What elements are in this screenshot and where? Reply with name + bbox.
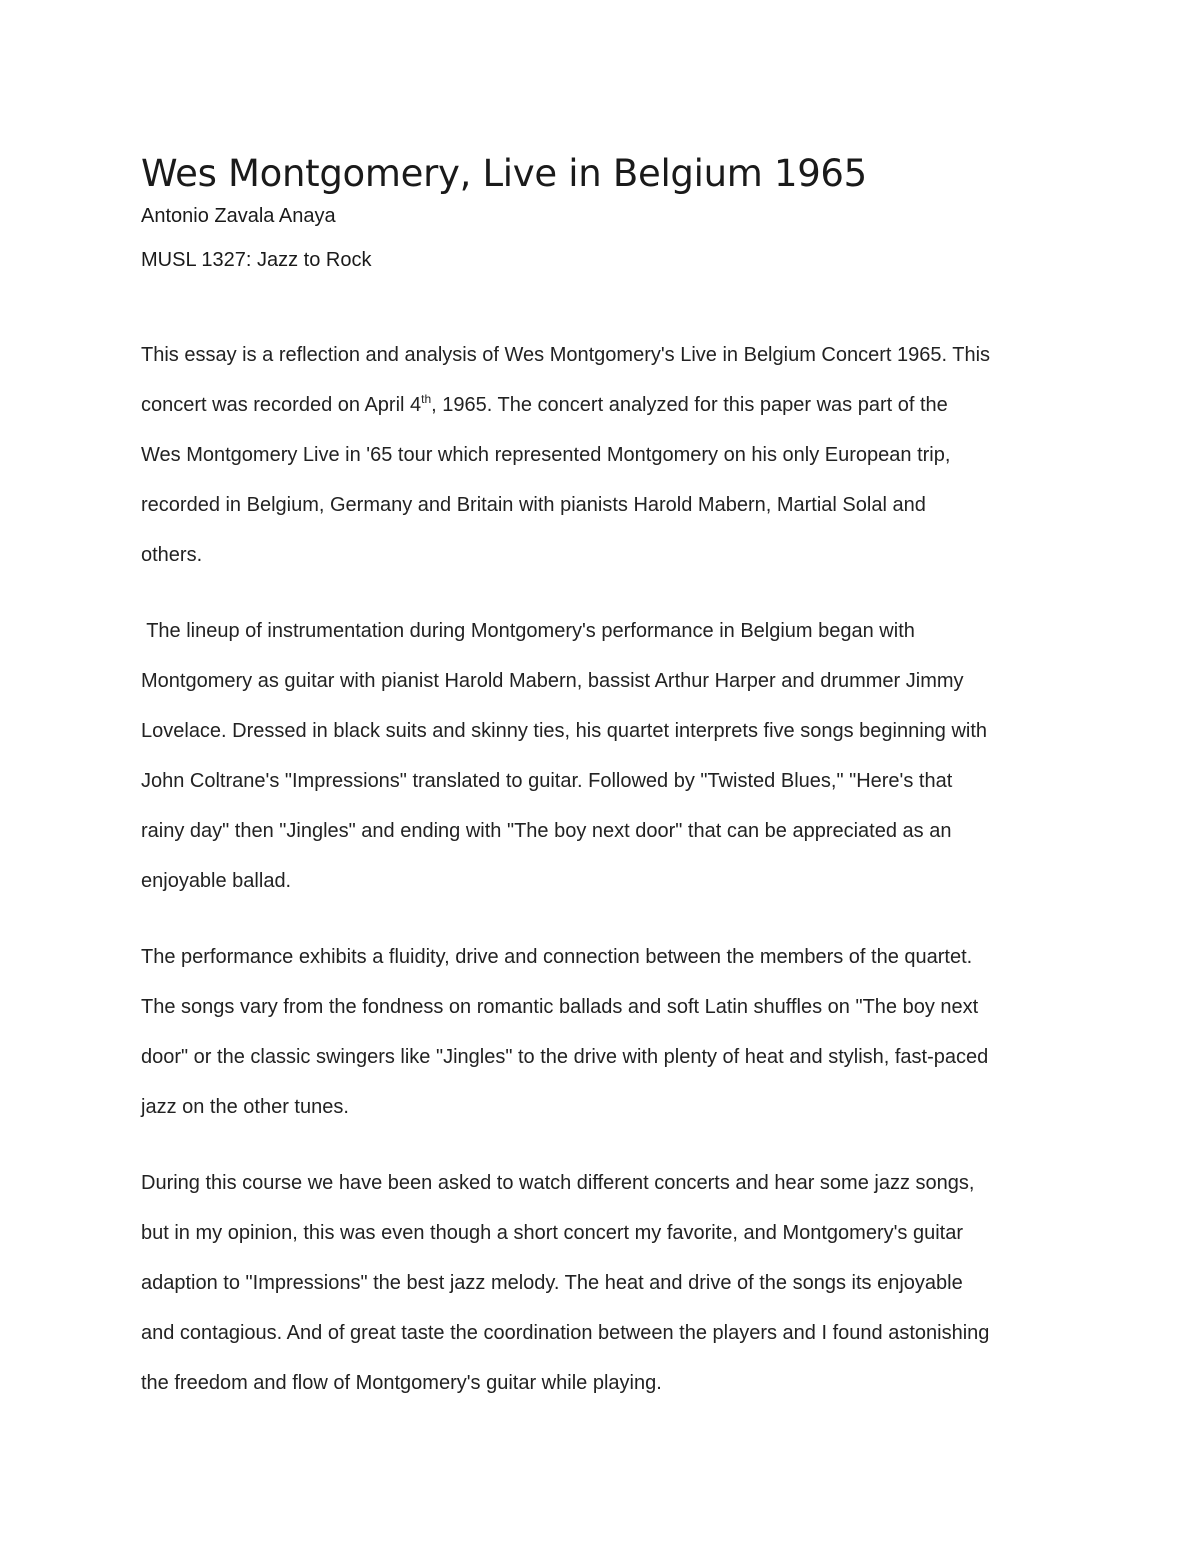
author-name: Antonio Zavala Anaya xyxy=(141,205,336,227)
paragraph-line: John Coltrane's "Impressions" translated to guitar. Followed by "Twisted Blues," "Here's that xyxy=(141,770,953,792)
line-segment: concert was recorded on April 4 xyxy=(141,394,422,416)
paragraph-line: but in my opinion, this was even though a short concert my favorite, and Montgomery's guitar xyxy=(141,1222,964,1244)
course-name: MUSL 1327: Jazz to Rock xyxy=(141,249,372,271)
paragraph-line: and contagious. And of great taste the coordination between the players and I found astonishing xyxy=(141,1322,990,1344)
paragraph-line: During this course we have been asked to watch different concerts and hear some jazz songs, xyxy=(141,1172,975,1194)
paragraph-line: adaption to "Impressions" the best jazz melody. The heat and drive of the songs its enjoyable xyxy=(141,1272,963,1294)
paragraph-line: This essay is a reflection and analysis of Wes Montgomery's Live in Belgium Concert 1965. This xyxy=(141,344,991,366)
paragraph-line xyxy=(141,380,1066,430)
document-title: Wes Montgomery, Live in Belgium 1965 xyxy=(141,152,867,195)
paragraph-4 xyxy=(141,1158,1066,1408)
paragraph-line: The lineup of instrumentation during Montgomery's performance in Belgium began with xyxy=(141,620,915,642)
paragraph-line: enjoyable ballad. xyxy=(141,870,292,892)
paragraph-line: The songs vary from the fondness on romantic ballads and soft Latin shuffles on "The boy next xyxy=(141,996,979,1018)
paragraph-3 xyxy=(141,932,1066,1132)
paragraph-line: rainy day" then "Jingles" and ending with "The boy next door" that can be appreciated as an xyxy=(141,820,952,842)
ordinal-suffix: th xyxy=(421,392,432,406)
paragraph-2 xyxy=(141,606,1066,906)
paragraph-1 xyxy=(141,330,1066,580)
paragraph-line: Montgomery as guitar with pianist Harold Mabern, bassist Arthur Harper and drummer Jimmy xyxy=(141,670,964,692)
paragraph-line: door" or the classic swingers like "Jingles" to the drive with plenty of heat and stylish, fast-paced xyxy=(141,1046,989,1068)
paragraph-line: The performance exhibits a fluidity, drive and connection between the members of the quartet. xyxy=(141,946,973,968)
line-segment: , 1965. The concert analyzed for this paper was part of the xyxy=(431,394,948,416)
paragraph-line: Lovelace. Dressed in black suits and skinny ties, his quartet interprets five songs beginning with xyxy=(141,720,988,742)
paragraph-line: jazz on the other tunes. xyxy=(141,1096,349,1118)
paragraph-line: Wes Montgomery Live in '65 tour which represented Montgomery on his only European trip, xyxy=(141,444,951,466)
paragraph-line: recorded in Belgium, Germany and Britain with pianists Harold Mabern, Martial Solal and xyxy=(141,494,926,516)
paragraph-line: the freedom and flow of Montgomery's guitar while playing. xyxy=(141,1372,662,1394)
paragraph-line: others. xyxy=(141,544,203,566)
